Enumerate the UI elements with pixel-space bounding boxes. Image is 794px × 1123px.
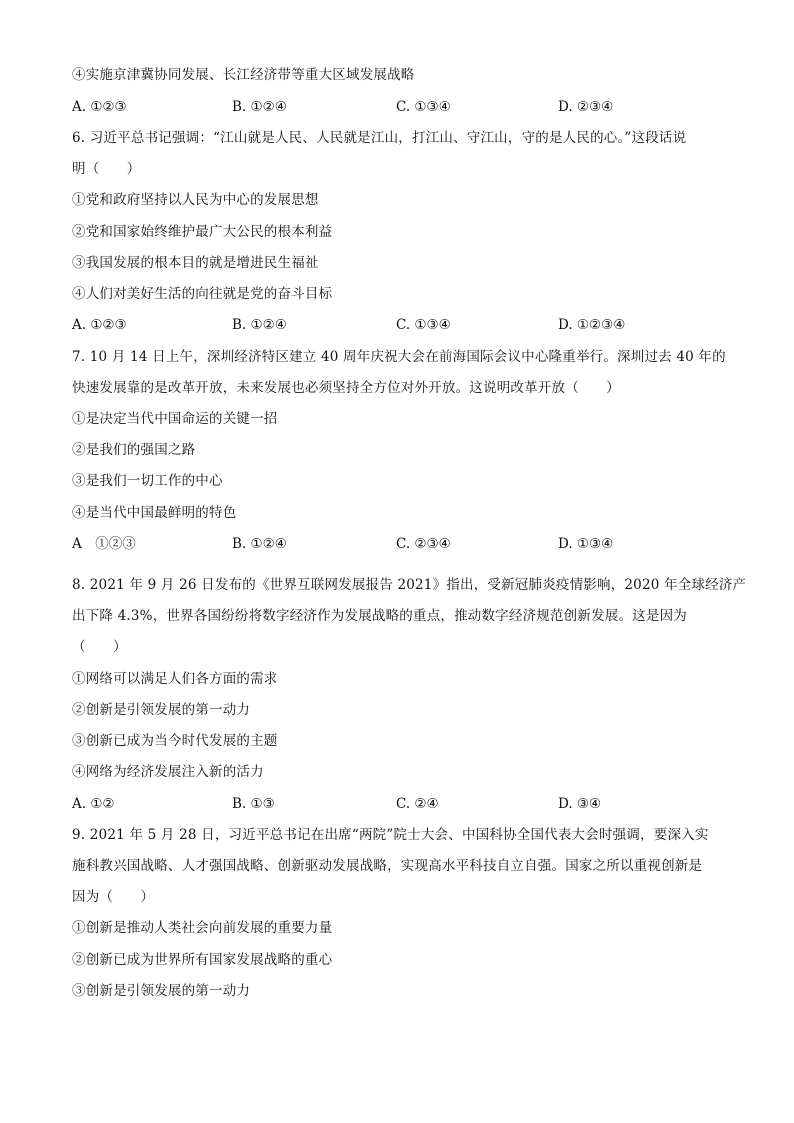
q9-option-2: ②创新已成为世界所有国家发展战略的重心 — [72, 952, 333, 968]
q7-option-1: ①是决定当代中国命运的关键一招 — [72, 411, 278, 427]
q7-choice-c: C. ②③④ — [396, 536, 451, 552]
q7-choice-d: D. ①③④ — [558, 536, 614, 552]
q8-option-4: ④网络为经济发展注入新的活力 — [72, 764, 264, 780]
q6-stem-line-1: 6. 习近平总书记强调：“江山就是人民、人民就是江山，打江山、守江山，守的是人民的心。”这段话说 — [72, 130, 687, 146]
q6-choices — [72, 315, 732, 335]
q5-choice-d: D. ②③④ — [558, 99, 614, 115]
q8-choices — [72, 794, 732, 814]
q8-option-3: ③创新已成为当今时代发展的主题 — [72, 733, 278, 749]
q7-stem-line-1: 7. 10 月 14 日上午，深圳经济特区建立 40 周年庆祝大会在前海国际会议中心隆重举行。深圳过去 40 年的 — [72, 349, 726, 365]
q7-choices — [72, 534, 732, 554]
q5-choices — [72, 97, 732, 117]
q6-stem-line-2: 明（ ） — [72, 161, 141, 177]
q6-option-4: ④人们对美好生活的向往就是党的奋斗目标 — [72, 286, 333, 302]
q6-choice-c: C. ①③④ — [396, 317, 451, 333]
q7-option-3: ③是我们一切工作的中心 — [72, 473, 223, 489]
q7-option-4: ④是当代中国最鲜明的特色 — [72, 505, 237, 521]
q5-option-4: ④实施京津冀协同发展、长江经济带等重大区域发展战略 — [72, 67, 415, 83]
q9-stem-line-1: 9. 2021 年 5 月 28 日，习近平总书记在出席“两院”院士大会、中国科协全国代表大会时强调，要深入实 — [72, 827, 709, 843]
q7-option-2: ②是我们的强国之路 — [72, 442, 196, 458]
q8-choice-a: A. ①② — [72, 796, 115, 812]
q6-option-2: ②党和国家始终维护最广大公民的根本利益 — [72, 224, 333, 240]
q9-stem-line-2: 施科教兴国战略、人才强国战略、创新驱动发展战略，实现高水平科技自立自强。国家之所以重视创新是 — [72, 858, 703, 874]
q8-stem-line-1: 8. 2021 年 9 月 26 日发布的《世界互联网发展报告 2021》指出，受新冠肺炎疫情影响，2020 年全球经济产 — [72, 577, 747, 593]
q6-choice-b: B. ①②④ — [232, 317, 287, 333]
q8-stem-line-3: （ ） — [72, 639, 127, 655]
q8-choice-d: D. ③④ — [558, 796, 602, 812]
q9-option-1: ①创新是推动人类社会向前发展的重要力量 — [72, 920, 333, 936]
q8-option-1: ①网络可以满足人们各方面的需求 — [72, 671, 278, 687]
q7-choice-a: A ①②③ — [72, 536, 136, 552]
q5-choice-c: C. ①③④ — [396, 99, 451, 115]
q7-choice-b: B. ①②④ — [232, 536, 287, 552]
q6-choice-a: A. ①②③ — [72, 317, 127, 333]
q9-stem-line-3: 因为（ ） — [72, 889, 155, 905]
q8-choice-c: C. ②④ — [396, 796, 439, 812]
q5-choice-b: B. ①②④ — [232, 99, 287, 115]
q6-option-3: ③我国发展的根本目的就是增进民生福祉 — [72, 255, 319, 271]
q8-option-2: ②创新是引领发展的第一动力 — [72, 702, 251, 718]
q9-option-3: ③创新是引领发展的第一动力 — [72, 983, 251, 999]
q6-option-1: ①党和政府坚持以人民为中心的发展思想 — [72, 192, 319, 208]
q6-choice-d: D. ①②③④ — [558, 317, 626, 333]
q8-choice-b: B. ①③ — [232, 796, 275, 812]
q7-stem-line-2: 快速发展靠的是改革开放，未来发展也必须坚持全方位对外开放。这说明改革开放（ ） — [72, 380, 620, 396]
q8-stem-line-2: 出下降 4.3%，世界各国纷纷将数字经济作为发展战略的重点，推动数字经济规范创新发展。这是因为 — [72, 608, 687, 624]
q5-choice-a: A. ①②③ — [72, 99, 127, 115]
